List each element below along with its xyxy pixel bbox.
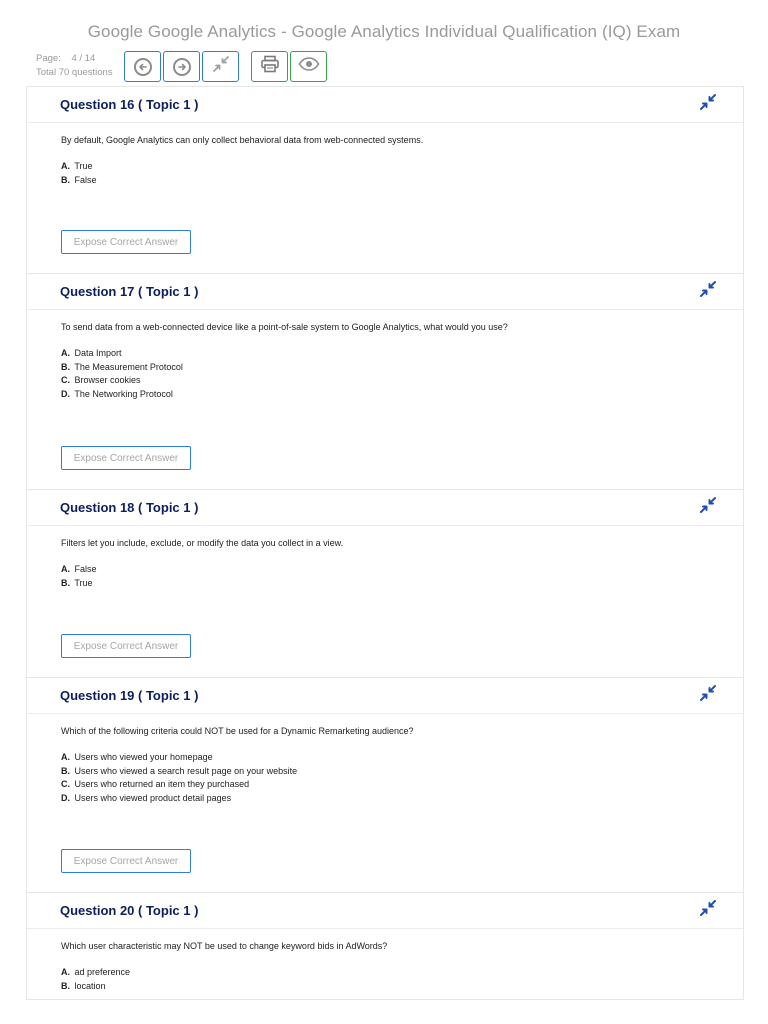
question-card	[26, 677, 744, 893]
next-page-button[interactable]	[163, 51, 200, 82]
option: A. Users who viewed your homepage	[61, 752, 213, 762]
question-text: By default, Google Analytics can only collect behavioral data from web-connected systems.	[61, 135, 424, 145]
option: B. location	[61, 980, 106, 991]
option: B. Users who viewed a search result page on your website	[61, 765, 298, 776]
page-title: Google Google Analytics - Google Analytics Individual Qualification (IQ) Exam	[87, 22, 681, 41]
question-card	[26, 892, 744, 1000]
option: A. True	[61, 161, 93, 171]
page-value: 4 / 14	[71, 53, 96, 64]
total-questions: Total 70 questions	[36, 67, 113, 78]
question-title: Question 17 ( Topic 1 )	[60, 284, 199, 299]
question-text: Which of the following criteria could NOT be used for a Dynamic Remarketing audience?	[61, 726, 414, 736]
collapse-icon	[212, 55, 230, 78]
question-title: Question 20 ( Topic 1 )	[60, 903, 199, 918]
toolbar	[124, 51, 329, 82]
question-card	[26, 86, 744, 274]
collapse-icon[interactable]	[699, 684, 717, 707]
arrow-left-circle-icon	[134, 58, 152, 76]
collapse-icon[interactable]	[699, 93, 717, 116]
option: B. False	[61, 174, 97, 185]
page-label: Page:	[36, 53, 61, 64]
collapse-icon[interactable]	[699, 496, 717, 519]
option: D. Users who viewed product detail pages	[61, 793, 232, 804]
collapse-icon[interactable]	[699, 280, 717, 303]
option: A. Data Import	[61, 348, 122, 358]
expose-answer-button[interactable]: Expose Correct Answer	[61, 634, 191, 658]
option: B. The Measurement Protocol	[61, 361, 183, 372]
question-title: Question 19 ( Topic 1 )	[60, 688, 199, 703]
question-text: Filters let you include, exclude, or modify the data you collect in a view.	[61, 538, 344, 548]
eye-icon	[298, 57, 320, 76]
question-title: Question 16 ( Topic 1 )	[60, 97, 199, 112]
collapse-all-button[interactable]	[202, 51, 239, 82]
question-text: To send data from a web-connected device like a point-of-sale system to Google Analytics, what would you use?	[61, 322, 508, 332]
question-card	[26, 273, 744, 490]
option: C. Browser cookies	[61, 375, 141, 386]
option: A. False	[61, 564, 97, 574]
expose-answer-button[interactable]: Expose Correct Answer	[61, 446, 191, 470]
question-title: Question 18 ( Topic 1 )	[60, 500, 199, 515]
previous-page-button[interactable]	[124, 51, 161, 82]
question-text: Which user characteristic may NOT be used to change keyword bids in AdWords?	[61, 941, 388, 951]
expose-answer-button[interactable]: Expose Correct Answer	[61, 849, 191, 873]
print-button[interactable]	[251, 51, 288, 82]
question-card	[26, 489, 744, 678]
option: A. ad preference	[61, 967, 131, 977]
collapse-icon[interactable]	[699, 899, 717, 922]
option: D. The Networking Protocol	[61, 389, 173, 400]
option: B. True	[61, 577, 93, 588]
option: C. Users who returned an item they purchased	[61, 779, 250, 790]
show-answers-button[interactable]	[290, 51, 327, 82]
printer-icon	[260, 55, 280, 78]
arrow-right-circle-icon	[173, 58, 191, 76]
pager-info	[36, 52, 113, 80]
expose-answer-button[interactable]: Expose Correct Answer	[61, 230, 191, 254]
